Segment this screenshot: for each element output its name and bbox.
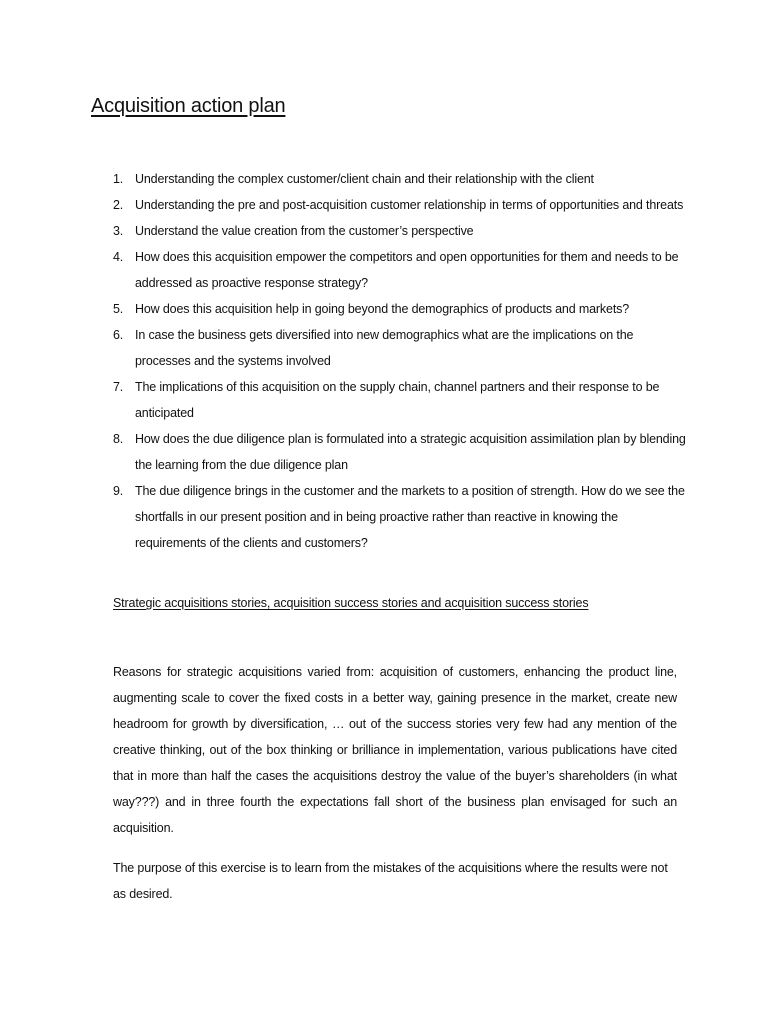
list-item <box>113 166 688 192</box>
list-item <box>113 296 688 322</box>
list-item-text: In case the business gets diversified into new demographics what are the implications on the processes and the systems involved <box>135 328 634 368</box>
list-item-text: Understand the value creation from the customer’s perspective <box>135 224 474 238</box>
list-item-text: How does the due diligence plan is formulated into a strategic acquisition assimilation plan by blending the learning from the due diligence plan <box>135 432 686 472</box>
list-item-number: 4. <box>113 250 124 264</box>
document-title: Acquisition action plan <box>91 95 286 117</box>
list-item-number: 9. <box>113 484 124 498</box>
section-heading: Strategic acquisitions stories, acquisition success stories and acquisition success stories <box>113 596 589 610</box>
list-item-text: The due diligence brings in the customer and the markets to a position of strength. How do we see the shortfalls in our present position and in being proactive rather than reactive in knowing the requirements of the clients and customers? <box>135 484 685 550</box>
list-item-number: 1. <box>113 172 124 186</box>
list-item <box>113 244 688 296</box>
list-item <box>113 478 688 556</box>
list-item-number: 6. <box>113 328 124 342</box>
list-item <box>113 218 688 244</box>
body-paragraph: The purpose of this exercise is to learn from the mistakes of the acquisitions where the results were not as desired. <box>113 861 668 901</box>
list-item <box>113 322 688 374</box>
body-paragraph: Reasons for strategic acquisitions varied from: acquisition of customers, enhancing the product line, augmenting scale to cover the fixed costs in a better way, gaining presence in the market, create new headroom for growth by diversification, … out of the success stories very few had any mention of the creative thinking, out of the box thinking or brilliance in implementation, various publications have cited that in more than half the cases the acquisitions destroy the value of the buyer’s shareholders (in what way???) and in three fourth the expectations fall short of the business plan envisaged for such an acquisition. <box>113 665 677 835</box>
action-plan-list <box>113 166 688 556</box>
list-item <box>113 192 688 218</box>
list-item-number: 3. <box>113 224 124 238</box>
list-item-text: Understanding the complex customer/client chain and their relationship with the client <box>135 172 594 186</box>
list-item-text: Understanding the pre and post-acquisition customer relationship in terms of opportunities and threats <box>135 198 684 212</box>
list-item <box>113 426 688 478</box>
list-item-number: 2. <box>113 198 124 212</box>
list-item-number: 8. <box>113 432 124 446</box>
list-item-text: How does this acquisition help in going beyond the demographics of products and markets? <box>135 302 630 316</box>
list-item <box>113 374 688 426</box>
list-item-text: How does this acquisition empower the competitors and open opportunities for them and needs to be addressed as proactive response strategy? <box>135 250 679 290</box>
list-item-number: 5. <box>113 302 124 316</box>
list-item-number: 7. <box>113 380 124 394</box>
list-item-text: The implications of this acquisition on the supply chain, channel partners and their response to be anticipated <box>135 380 660 420</box>
